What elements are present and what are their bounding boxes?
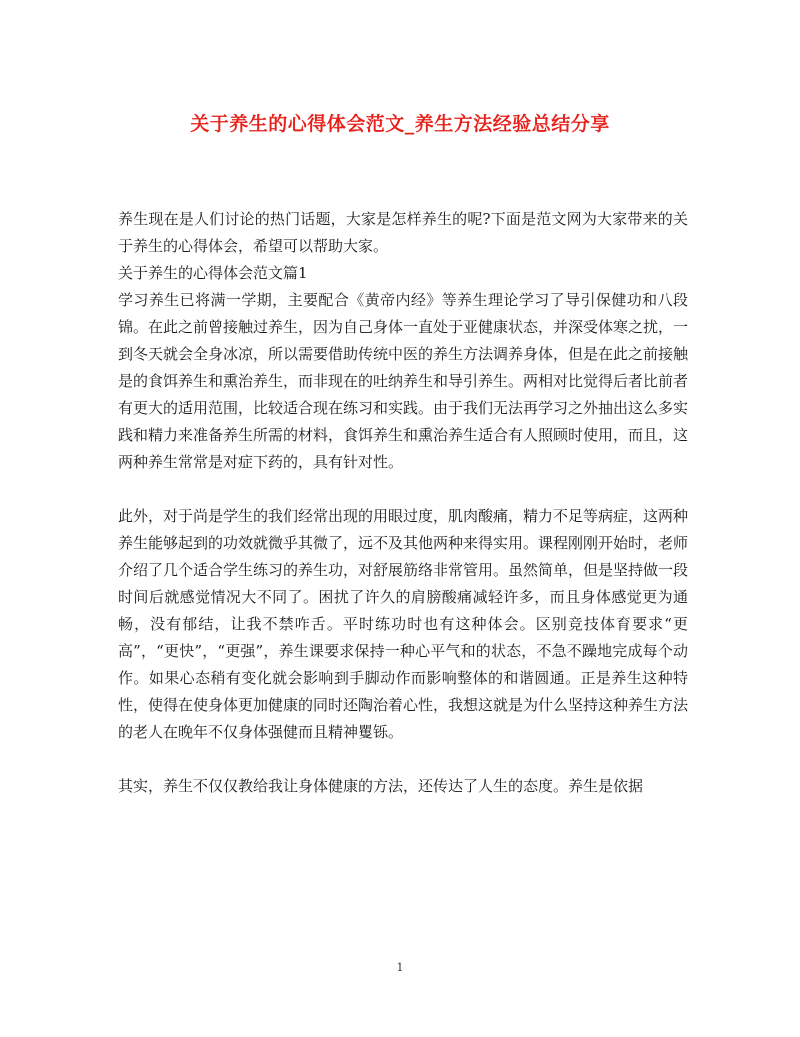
document-body [118, 206, 688, 800]
paragraph-spacer [118, 746, 688, 773]
body-paragraph-3: 其实，养生不仅仅教给我让身体健康的方法，还传达了人生的态度。养生是依据 [118, 777, 644, 795]
document-title: 关于养生的心得体会范文_养生方法经验总结分享 [190, 113, 610, 135]
paragraph-spacer [118, 476, 688, 503]
body-paragraph-2: 此外，对于尚是学生的我们经常出现的用眼过度，肌肉酸痛，精力不足等病症，这两种养生能够起到的功效就微乎其微了，远不及其他两种来得实用。课程刚刚开始时，老师介绍了几个适合学生练习的养生功，对舒展筋络非常管用。虽然简单，但是坚持做一段时间后就感觉情况大不同了。困扰了许久的肩膀酸痛减轻许多，而且身体感觉更为通畅，没有郁结，让我不禁咋舌。平时练功时也有这种体会。区别竞技体育要求“更高”，“更快”，“更强”，养生课要求保持一种心平气和的状态，不急不躁地完成每个动作。如果心态稍有变化就会影响到手脚动作而影响整体的和谐圆通。正是养生这种特性，使得在使身体更加健康的同时还陶治着心性，我想这就是为什么坚持这种养生方法的老人在晚年不仅身体强健而且精神矍铄。 [118, 507, 689, 741]
page-number: 1 [396, 961, 404, 974]
body-paragraph-1: 学习养生已将满一学期，主要配合《黄帝内经》等养生理论学习了导引保健功和八段锦。在此之前曾接触过养生，因为自己身体一直处于亚健康状态，并深受体寒之扰，一到冬天就会全身冰凉，所以需要借助传统中医的养生方法调养身体，但是在此之前接触是的食饵养生和熏治养生，而非现在的吐纳养生和导引养生。两相对比觉得后者比前者有更大的适用范围，比较适合现在练习和实践。由于我们无法再学习之外抽出这么多实践和精力来准备养生所需的材料，食饵养生和熏治养生适合有人照顾时使用，而且，这两种养生常常是对症下药的，具有针对性。 [118, 291, 689, 471]
intro-paragraph: 养生现在是人们讨论的热门话题，大家是怎样养生的呢?下面是范文网为大家带来的关于养生的心得体会，希望可以帮助大家。 [118, 210, 688, 255]
section-heading: 关于养生的心得体会范文篇1 [118, 264, 308, 282]
